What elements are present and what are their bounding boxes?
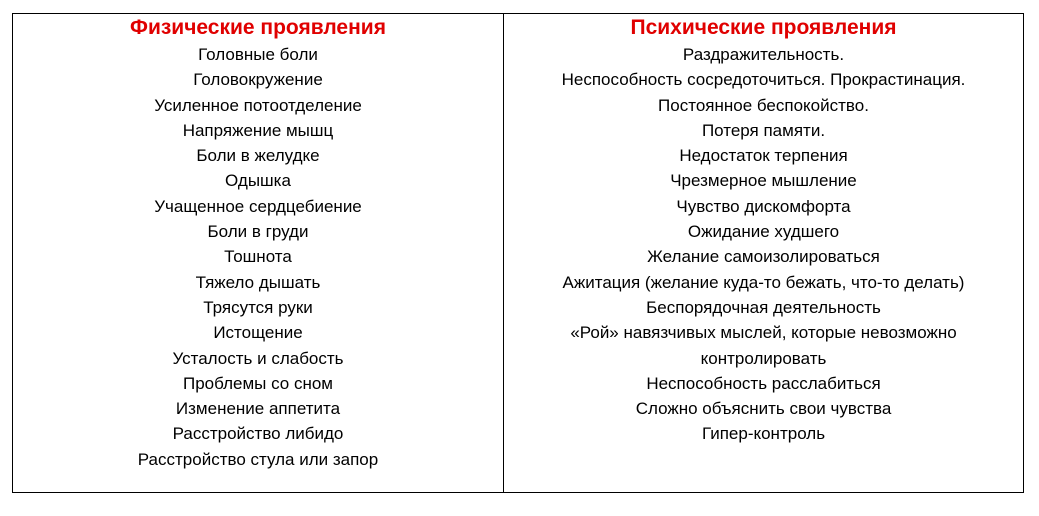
physical-list-item: Тяжело дышать	[195, 272, 321, 292]
mental-list-item: Неспособность расслабиться	[646, 373, 881, 393]
mental-list-item: Потеря памяти.	[701, 120, 826, 140]
mental-column-title: Психические проявления	[630, 16, 897, 39]
physical-list-item: Проблемы со сном	[182, 373, 333, 393]
physical-list-item: Усталость и слабость	[172, 348, 344, 368]
mental-list-item: Неспособность сосредоточиться. Прокрастинация.	[561, 70, 966, 90]
mental-list-item: Чувство дискомфорта	[676, 196, 851, 216]
physical-list-item: Усиленное потоотделение	[154, 95, 362, 115]
physical-list-item: Расстройство либидо	[172, 424, 344, 444]
physical-column	[13, 14, 504, 492]
mental-list-item: контролировать	[700, 348, 827, 368]
mental-list-item: Чрезмерное мышление	[670, 171, 857, 191]
symptoms-table	[12, 13, 1024, 493]
physical-column-title: Физические проявления	[130, 16, 386, 39]
physical-list-item: Истощение	[213, 323, 303, 343]
mental-list-item: Желание самоизолироваться	[647, 247, 880, 267]
physical-list-item: Одышка	[225, 171, 291, 191]
mental-list-item: Беспорядочная деятельность	[646, 297, 881, 317]
mental-column	[504, 14, 1023, 492]
physical-list-item: Тошнота	[224, 247, 292, 267]
mental-list-item: Гипер-контроль	[701, 424, 826, 444]
physical-list-item: Боли в желудке	[196, 146, 320, 166]
mental-list-item: Сложно объяснить свои чувства	[635, 399, 892, 419]
physical-list-item: Учащенное сердцебиение	[154, 196, 362, 216]
mental-list-item: Недостаток терпения	[679, 146, 848, 166]
mental-list-item: «Рой» навязчивых мыслей, которые невозможно	[570, 323, 957, 343]
mental-list-item: Раздражительность.	[682, 45, 845, 64]
physical-list-item: Боли в груди	[207, 222, 309, 242]
physical-list-item: Трясутся руки	[203, 297, 313, 317]
physical-list-item: Расстройство стула или запор	[137, 449, 379, 469]
physical-list-item: Напряжение мышц	[182, 120, 334, 140]
physical-list-item: Головные боли	[198, 45, 318, 64]
physical-list-item: Изменение аппетита	[175, 399, 341, 419]
physical-list-item: Головокружение	[193, 70, 323, 90]
mental-list-item: Ажитация (желание куда-то бежать, что-то делать)	[562, 272, 965, 292]
mental-list-item: Ожидание худшего	[687, 222, 840, 242]
mental-list-item: Постоянное беспокойство.	[658, 95, 869, 115]
